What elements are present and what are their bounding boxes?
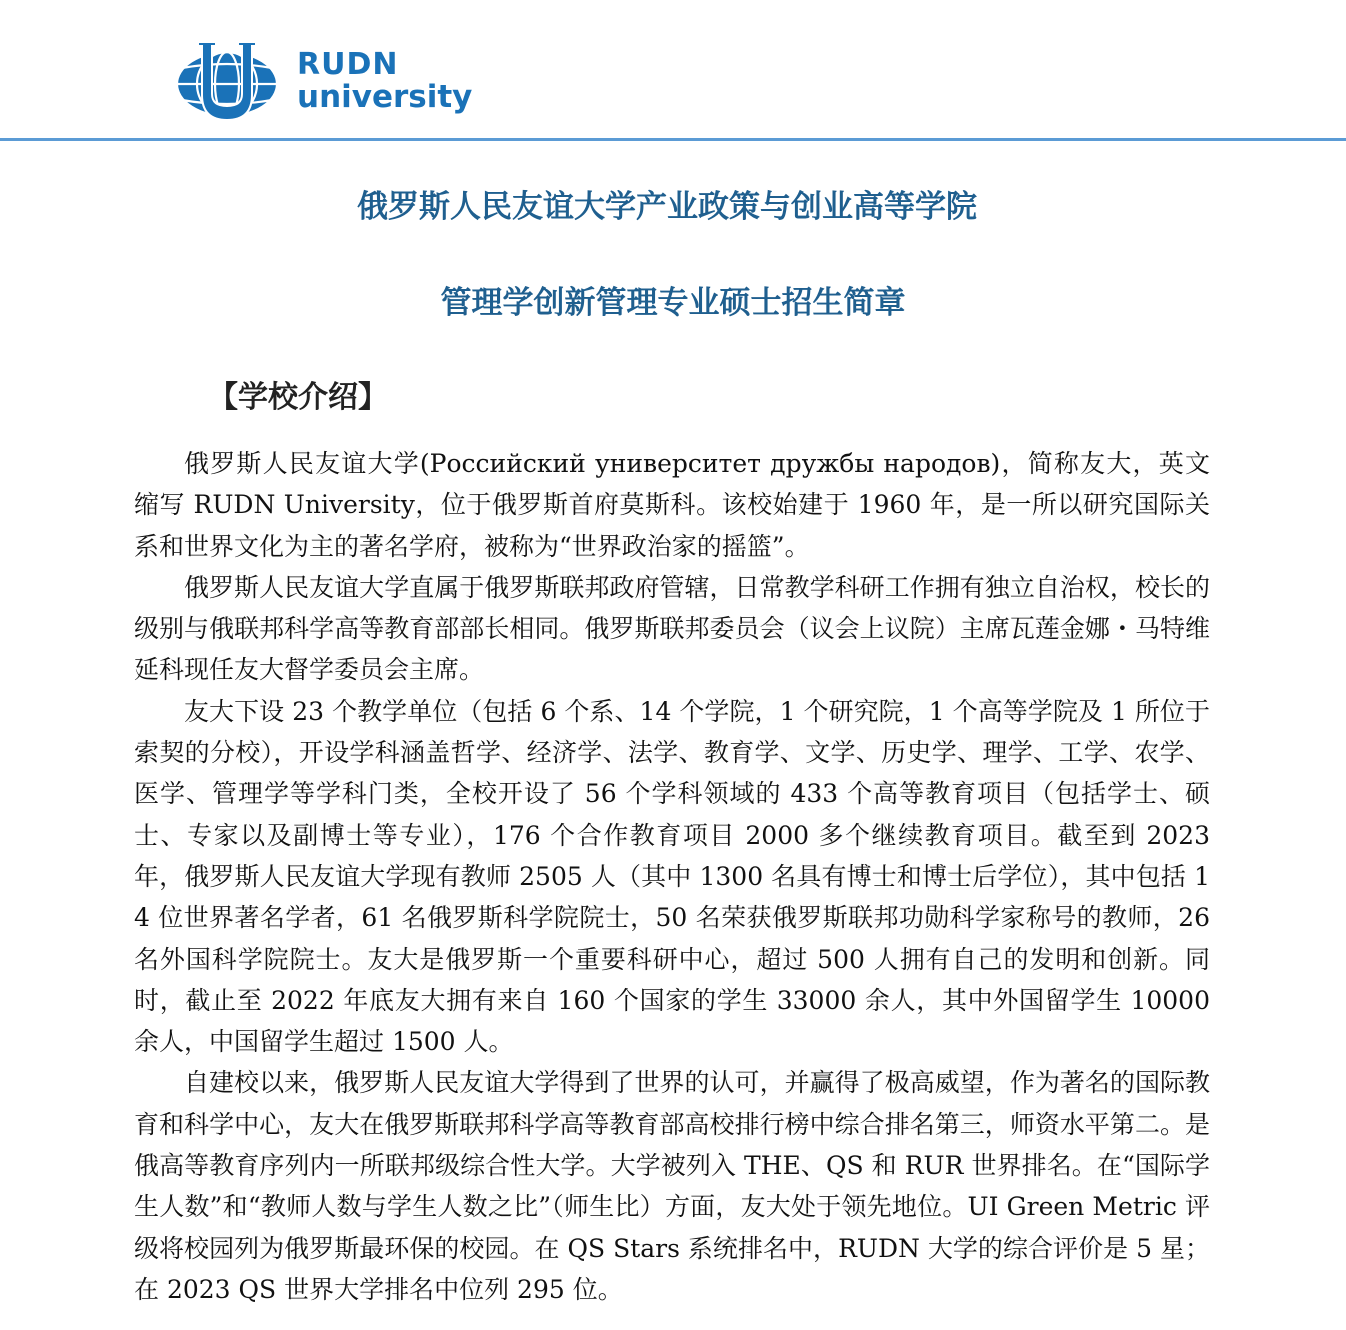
logo-line-university: university	[297, 79, 473, 115]
paragraph: 俄罗斯人民友谊大学(Российский университет дружбы народов)，简称友大，英文缩写 RUDN University，位于俄罗斯首府莫斯科。该校始建于 1960 年，是一所以研究国际关系和世界文化为主的著名学府，被称为“世界政治家的摇篮”。	[134, 449, 1210, 561]
paragraph: 俄罗斯人民友谊大学直属于俄罗斯联邦政府管辖，日常教学科研工作拥有独立自治权，校长的级别与俄联邦科学高等教育部部长相同。俄罗斯联邦委员会（议会上议院）主席瓦莲金娜・马特维延科现任友大督学委员会主席。	[134, 572, 1210, 685]
rudn-globe-logo-icon	[172, 38, 282, 124]
section-heading-school-intro: 【学校介绍】	[208, 380, 388, 415]
document-body	[134, 443, 1210, 1310]
header-divider	[0, 138, 1346, 141]
page-header	[0, 0, 1346, 140]
document-subtitle: 管理学创新管理专业硕士招生简章	[440, 285, 906, 321]
logo-line-rudn: RUDN	[297, 47, 399, 82]
document-title: 俄罗斯人民友谊大学产业政策与创业高等学院	[357, 189, 977, 225]
paragraph: 自建校以来，俄罗斯人民友谊大学得到了世界的认可，并赢得了极高威望，作为著名的国际教育和科学中心，友大在俄罗斯联邦科学高等教育部高校排行榜中综合排名第三，师资水平第二。是俄高等教育序列内一所联邦级综合性大学。大学被列入 THE、QS 和 RUR 世界排名。在“国际学生人数”和“教师人数与学生人数之比”（师生比）方面，友大处于领先地位。UI Green Metric 评级将校园列为俄罗斯最环保的校园。在 QS Stars 系统排名中，RUDN 大学的综合评价是 5 星；在 2023 QS 世界大学排名中位列 295 位。	[134, 1068, 1210, 1304]
paragraph: 友大下设 23 个教学单位（包括 6 个系、14 个学院，1 个研究院，1 个高等学院及 1 所位于索契的分校），开设学科涵盖哲学、经济学、法学、教育学、文学、历史学、理学、工学、农学、医学、管理学等学科门类，全校开设了 56 个学科领域的 433 个高等教育项目（包括学士、硕士、专家以及副博士等专业），176 个合作教育项目 2000 多个继续教育项目。截至到 2023 年，俄罗斯人民友谊大学现有教师 2505 人（其中 1300 名具有博士和博士后学位），其中包括 14 位世界著名学者，61 名俄罗斯科学院院士，50 名荣获俄罗斯联邦功勋科学家称号的教师，26 名外国科学院院士。友大是俄罗斯一个重要科研中心，超过 500 人拥有自己的发明和创新。同时，截止至 2022 年底友大拥有来自 160 个国家的学生 33000 余人，其中外国留学生 10000 余人，中国留学生超过 1500 人。	[134, 696, 1210, 1057]
rudn-wordmark	[297, 47, 473, 115]
